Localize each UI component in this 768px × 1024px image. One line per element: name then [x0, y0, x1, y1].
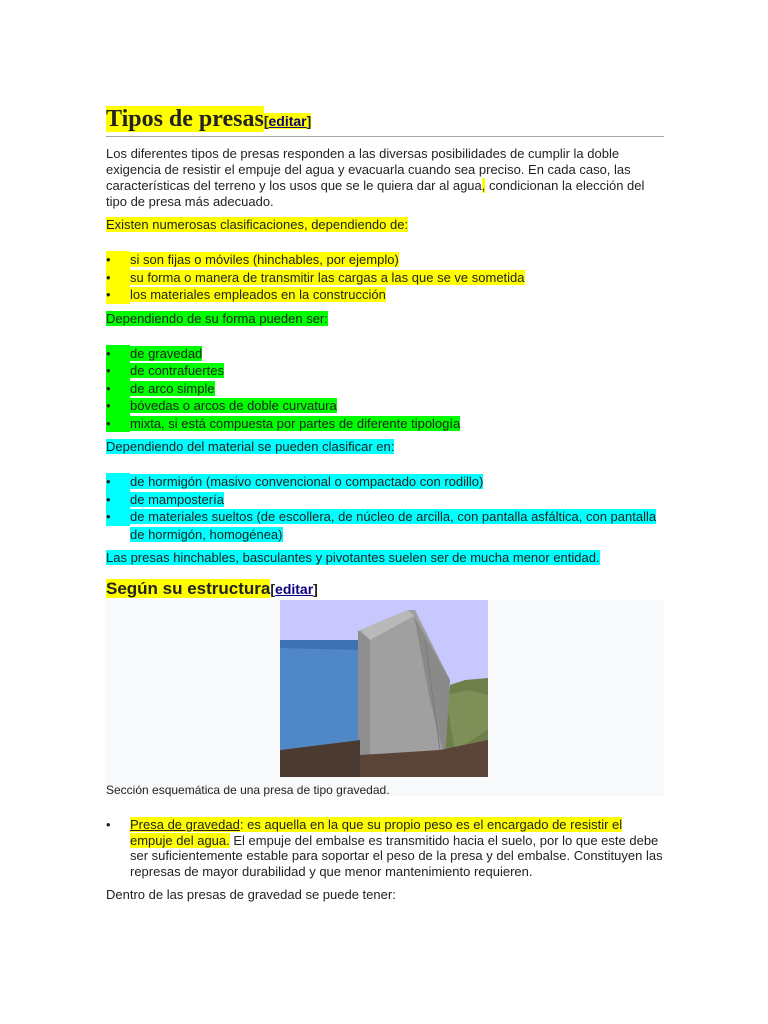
edit-bracket-open: [ — [263, 113, 269, 129]
material-intro — [106, 439, 664, 455]
page-title-text: Tipos de presas — [106, 106, 264, 132]
list-item-text: de gravedad — [130, 345, 203, 361]
list-item — [106, 817, 664, 879]
inflatable-note-text: Las presas hinchables, basculantes y pivotantes suelen ser de mucha menor entidad. — [106, 550, 600, 565]
section-heading-text: Según su estructura — [106, 579, 271, 598]
inflatable-note — [106, 550, 664, 566]
bullet-icon: • — [106, 345, 130, 363]
gravity-term-link[interactable]: Presa de gravedad — [130, 817, 240, 832]
gravity-definition: : es aquella en la que su propio peso es el encargado de resistir el empuje del agua. — [130, 817, 623, 848]
list-item — [106, 508, 664, 543]
bullet-icon: • — [106, 380, 130, 398]
list-item — [106, 380, 664, 398]
closing-paragraph: Dentro de las presas de gravedad se puede tener: — [106, 887, 396, 902]
shape-intro — [106, 311, 664, 327]
bullet-icon: • — [106, 491, 130, 509]
edit-bracket-close: ] — [306, 113, 312, 129]
intro-paragraph — [106, 146, 664, 210]
list-item — [106, 362, 664, 380]
material-intro-text: Dependiendo del material se pueden clasificar en: — [106, 439, 395, 454]
gravity-list — [106, 817, 664, 879]
intro-comma: , — [481, 178, 486, 193]
classification-list — [106, 251, 664, 304]
bullet-icon: • — [106, 415, 130, 433]
list-item-text: de materiales sueltos (de escollera, de núcleo de arcilla, con pantalla asfáltica, con pantalla de hormigón, homogénea) — [130, 509, 657, 542]
list-item-text: los materiales empleados en la construcción — [130, 287, 386, 302]
list-item-text: de contrafuertes — [130, 363, 224, 378]
bullet-icon: • — [106, 269, 130, 287]
page-title — [106, 104, 664, 137]
classification-intro-text: Existen numerosas clasificaciones, dependiendo de: — [106, 217, 409, 232]
bullet-icon: • — [106, 362, 130, 380]
bullet-icon: • — [106, 473, 130, 491]
bullet-icon: • — [106, 286, 130, 304]
list-item-text: su forma o manera de transmitir las cargas a las que se ve sometida — [130, 269, 525, 285]
section-heading — [106, 578, 664, 600]
list-item-text: si son fijas o móviles (hinchables, por ejemplo) — [130, 252, 399, 267]
intro-text-start: Los diferentes tipos de presas responden a las diversas posibilidades de cumplir la doble exigencia de resistir el empuje del agua y evacuarla cuando sea preciso. En cada caso, las características del terreno y los usos que se le quiera dar al agua — [106, 146, 631, 193]
gravity-dam-illustration[interactable] — [280, 600, 488, 777]
article-body — [106, 104, 664, 903]
bullet-icon: • — [106, 817, 111, 832]
list-item — [106, 345, 664, 363]
section-edit-link[interactable]: editar — [275, 581, 314, 597]
list-item — [106, 415, 664, 433]
edit-bracket-close: ] — [313, 581, 318, 597]
gravity-rest: El empuje del embalse es transmitido hacia el suelo, por lo que este debe ser suficientemente estable para soportar el peso de la presa y del embalse. Constituyen las represas de mayor durabilidad y que menor mantenimiento requieren. — [130, 832, 663, 879]
figure-caption: Sección esquemática de una presa de tipo gravedad. — [106, 783, 390, 797]
material-list — [106, 473, 664, 543]
bullet-icon: • — [106, 397, 130, 415]
classification-intro — [106, 217, 664, 233]
list-item — [106, 473, 664, 491]
figure — [106, 600, 664, 796]
list-item-text: de mampostería — [130, 491, 224, 507]
list-item-text: de hormigón (masivo convencional o compactado con rodillo) — [130, 474, 484, 489]
shape-list — [106, 345, 664, 433]
shape-intro-text: Dependiendo de su forma pueden ser: — [106, 310, 328, 326]
bullet-icon: • — [106, 508, 130, 526]
bullet-icon: • — [106, 251, 130, 269]
list-item-text: mixta, si está compuesta por partes de diferente tipología — [130, 415, 461, 431]
intro-text-end: condicionan la elección del tipo de presa más adecuado. — [106, 178, 645, 209]
list-item — [106, 251, 664, 269]
list-item — [106, 269, 664, 287]
list-item-text: de arco simple — [130, 380, 215, 396]
list-item — [106, 397, 664, 415]
list-item — [106, 491, 664, 509]
list-item — [106, 286, 664, 304]
edit-link[interactable]: editar — [268, 113, 307, 129]
list-item-text: bóvedas o arcos de doble curvatura — [130, 398, 337, 413]
edit-bracket-open: [ — [270, 581, 276, 597]
